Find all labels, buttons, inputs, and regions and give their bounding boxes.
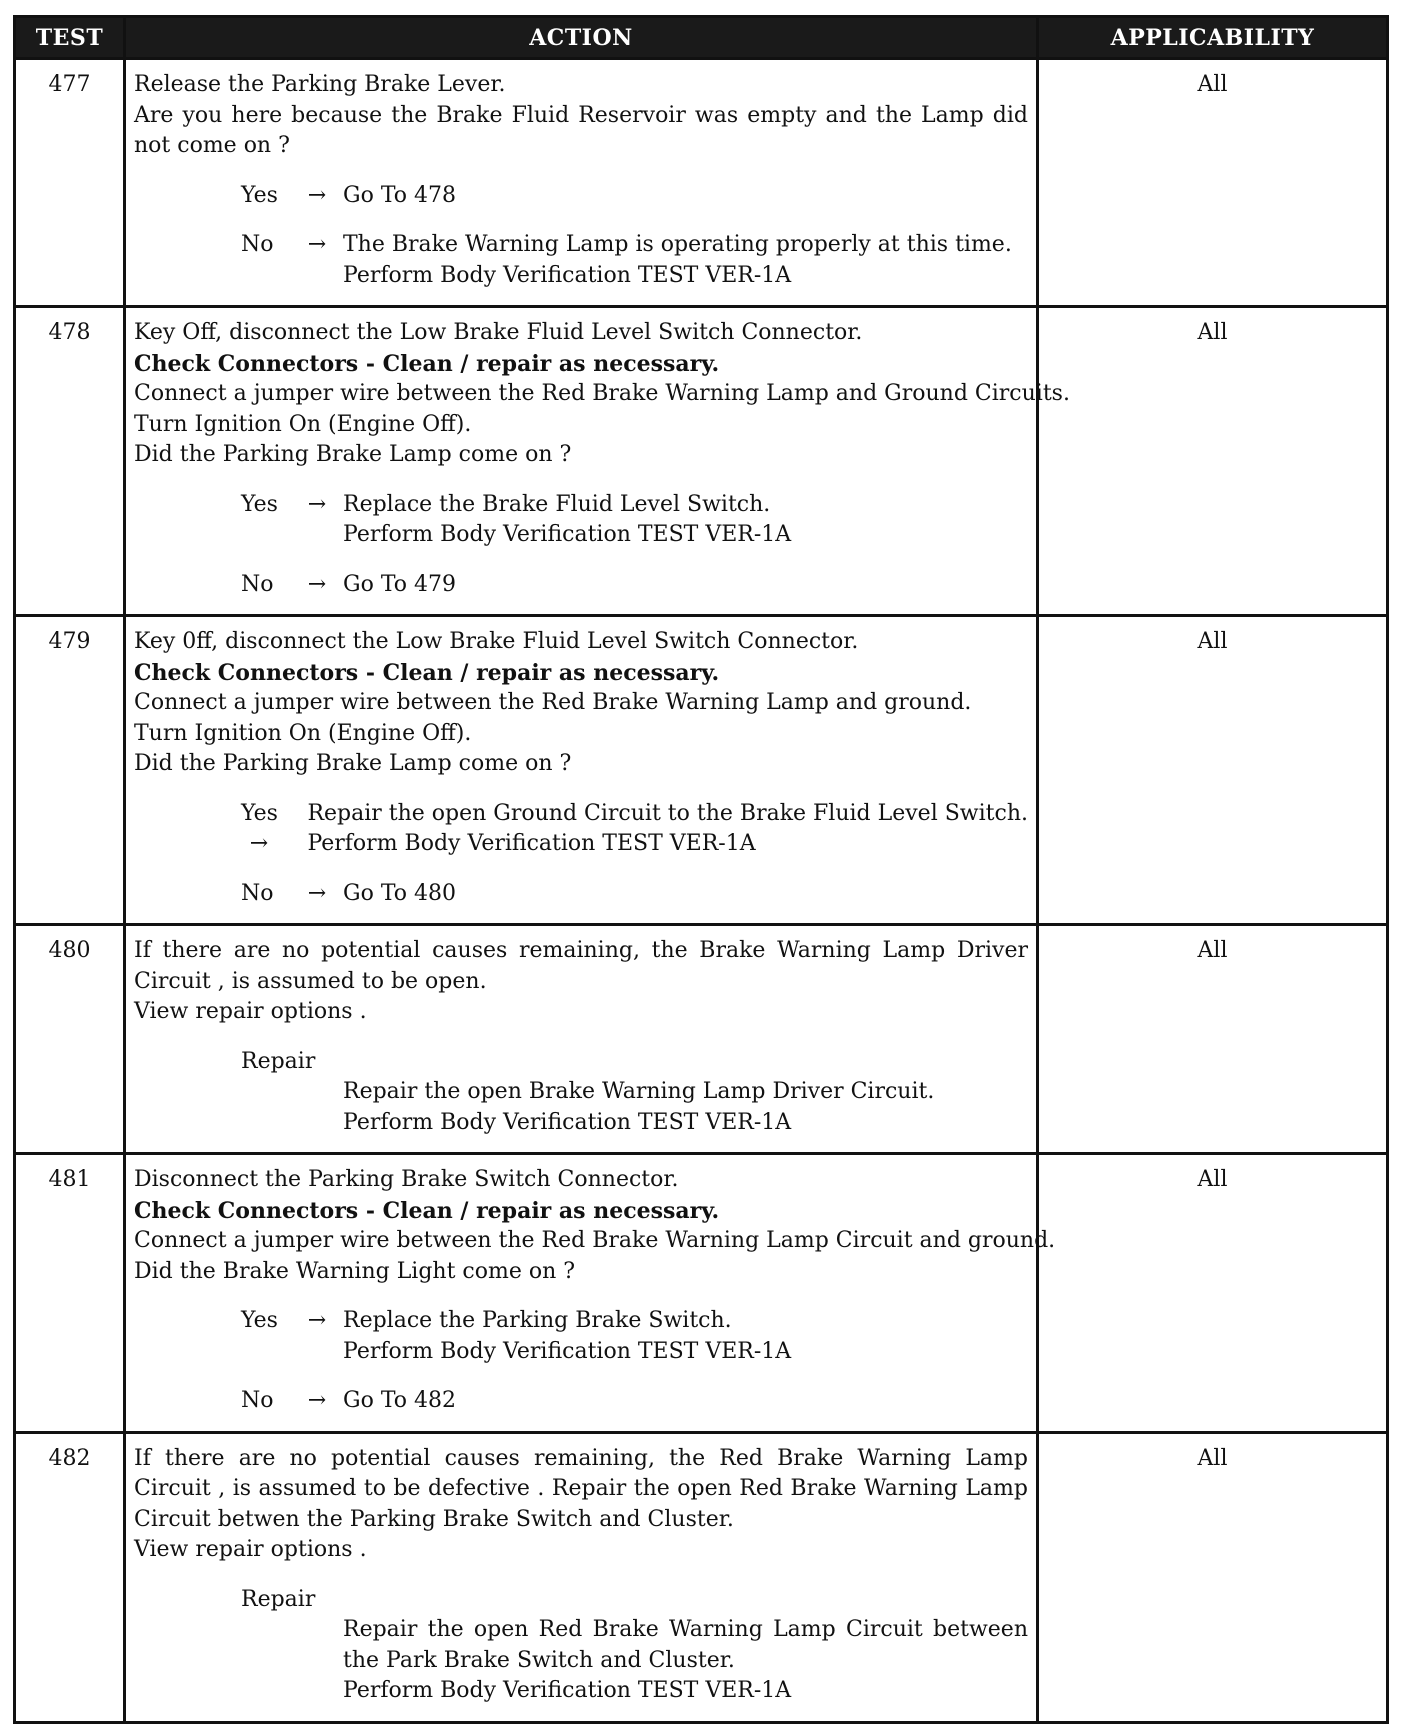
table-body: [15, 59, 1388, 1723]
response-line: Perform Body Verification TEST VER-1A: [343, 1338, 792, 1364]
applicability-value: All: [1038, 616, 1388, 925]
repair-label: Repair: [241, 1048, 316, 1074]
response-line: Go To 482: [343, 1388, 457, 1413]
applicability-value: All: [1038, 307, 1388, 616]
diagnostic-test-table: [13, 15, 1389, 1724]
response-line: Perform Body Verification TEST VER-1A: [343, 522, 792, 547]
response-line: Replace the Brake Fluid Level Switch.: [343, 491, 771, 517]
response-line: Go To 479: [343, 571, 457, 597]
response-key: Yes: [241, 491, 278, 517]
response-line: Perform Body Verification TEST VER-1A: [307, 831, 756, 856]
applicability-value: All: [1038, 925, 1388, 1154]
test-number: 478: [15, 307, 125, 616]
response-yes: [134, 1306, 1028, 1367]
table-row: [15, 1154, 1388, 1433]
table-header-row: [15, 17, 1388, 59]
response-line: Go To 480: [343, 880, 457, 906]
table-row: [15, 616, 1388, 925]
action-cell: [125, 307, 1070, 616]
arrow-right-icon: →: [307, 182, 327, 208]
response-label: [134, 879, 343, 910]
instruction-line: View repair options .: [134, 1537, 367, 1562]
applicability-value: All: [1038, 59, 1388, 307]
action-cell: [125, 616, 1038, 925]
response-key: Yes: [241, 800, 278, 826]
action-cell: [125, 59, 1038, 307]
instruction-line: Disconnect the Parking Brake Switch Connector.: [134, 1167, 679, 1192]
response-key: No: [241, 571, 274, 597]
instruction-line: If there are no potential causes remaining, the Red Brake Warning Lamp Circuit , is assumed to be defective . Repair the open Red Brake Warning Lamp Circuit betwen the Parking Brake Switch and Cluster.: [134, 1445, 1028, 1532]
response-result: [343, 1306, 1028, 1367]
response-key: No: [241, 880, 274, 906]
response-key: Yes: [241, 1308, 278, 1333]
response-key: No: [241, 1388, 274, 1413]
response-result: [343, 490, 1028, 551]
instruction-line: Are you here because the Brake Fluid Reservoir was empty and the Lamp did not come on ?: [134, 102, 1028, 158]
table-row: [15, 925, 1388, 1154]
instruction-line: Did the Parking Brake Lamp come on ?: [134, 442, 572, 467]
response-yes: [134, 490, 1028, 551]
response-line: Repair the open Ground Circuit to the Brake Fluid Level Switch.: [307, 800, 1028, 826]
response-label: [134, 799, 307, 860]
response-result: [343, 1386, 1028, 1417]
response-result: [307, 799, 1028, 860]
instruction-line: Did the Brake Warning Light come on ?: [134, 1258, 576, 1284]
repair-instructions: [241, 1077, 1028, 1138]
table-row: [15, 307, 1388, 616]
response-line: Perform Body Verification TEST VER-1A: [343, 262, 792, 288]
repair-line: Repair the open Red Brake Warning Lamp Circuit between the Park Brake Switch and Cluster.: [343, 1617, 1028, 1673]
response-result: [343, 230, 1028, 291]
response-no: [134, 230, 1028, 291]
response-yes: [134, 799, 1028, 860]
check-connectors-note: Check Connectors - Clean / repair as necessary.: [134, 350, 720, 377]
instruction-line: Connect a jumper wire between the Red Brake Warning Lamp and ground.: [134, 690, 972, 715]
table-row: [15, 1432, 1388, 1722]
instruction-line: Key Off, disconnect the Low Brake Fluid Level Switch Connector.: [134, 320, 863, 345]
action-cell: [125, 1154, 1056, 1433]
table-row: [15, 59, 1388, 307]
test-number: 479: [15, 616, 125, 925]
instruction-line: If there are no potential causes remaining, the Brake Warning Lamp Driver Circuit , is assumed to be open.: [134, 938, 1028, 994]
response-label: [134, 181, 343, 212]
applicability-value: All: [1038, 1154, 1388, 1433]
repair-line: Perform Body Verification TEST VER-1A: [343, 1109, 792, 1135]
response-label: [134, 490, 343, 551]
response-no: [134, 879, 1028, 910]
instruction-line: Release the Parking Brake Lever.: [134, 72, 506, 97]
test-number: 482: [15, 1432, 125, 1722]
header-action: ACTION: [125, 17, 1038, 59]
response-no: [134, 1386, 1028, 1417]
repair-line: Repair the open Brake Warning Lamp Driver Circuit.: [343, 1079, 935, 1104]
test-number: 477: [15, 59, 125, 307]
arrow-right-icon: →: [307, 1388, 327, 1413]
instruction-line: View repair options .: [134, 999, 367, 1024]
repair-options: [134, 1585, 1028, 1707]
arrow-right-icon: →: [307, 880, 327, 906]
response-label: [134, 1306, 343, 1367]
response-label: [134, 230, 343, 291]
instruction-line: Key 0ff, disconnect the Low Brake Fluid Level Switch Connector.: [134, 629, 859, 654]
header-test: TEST: [15, 17, 125, 59]
instruction-line: Connect a jumper wire between the Red Brake Warning Lamp and Ground Circuits.: [134, 381, 1070, 406]
check-connectors-note: Check Connectors - Clean / repair as necessary.: [134, 659, 720, 686]
instruction-line: Turn Ignition On (Engine Off).: [134, 411, 472, 437]
action-cell: [125, 925, 1038, 1154]
response-no: [134, 570, 1028, 601]
response-result: [343, 879, 1028, 910]
instruction-line: Connect a jumper wire between the Red Brake Warning Lamp Circuit and ground.: [134, 1228, 1056, 1253]
instruction-line: Did the Parking Brake Lamp come on ?: [134, 751, 572, 776]
response-key: No: [241, 232, 274, 257]
response-key: Yes: [241, 182, 278, 208]
repair-label: Repair: [241, 1586, 316, 1612]
instruction-line: Turn Ignition On (Engine Off).: [134, 720, 472, 746]
arrow-right-icon: →: [307, 232, 327, 257]
arrow-right-icon: →: [249, 831, 269, 856]
repair-options: [134, 1047, 1028, 1139]
response-line: The Brake Warning Lamp is operating properly at this time.: [343, 232, 1012, 257]
arrow-right-icon: →: [307, 491, 327, 517]
header-applicability: APPLICABILITY: [1038, 17, 1388, 59]
repair-instructions: [241, 1615, 1028, 1707]
response-result: [343, 570, 1028, 601]
test-number: 481: [15, 1154, 125, 1433]
response-label: [134, 1386, 343, 1417]
arrow-right-icon: →: [307, 571, 327, 597]
repair-line: Perform Body Verification TEST VER-1A: [343, 1678, 792, 1703]
response-label: [134, 570, 343, 601]
response-result: [343, 181, 1028, 212]
diagnostic-test-sheet: [13, 15, 1386, 1724]
response-yes: [134, 181, 1028, 212]
test-number: 480: [15, 925, 125, 1154]
arrow-right-icon: →: [307, 1308, 327, 1333]
response-line: Go To 478: [343, 182, 457, 208]
action-cell: [125, 1432, 1038, 1722]
response-line: Replace the Parking Brake Switch.: [343, 1308, 732, 1333]
applicability-value: All: [1038, 1432, 1388, 1722]
check-connectors-note: Check Connectors - Clean / repair as necessary.: [134, 1197, 720, 1224]
